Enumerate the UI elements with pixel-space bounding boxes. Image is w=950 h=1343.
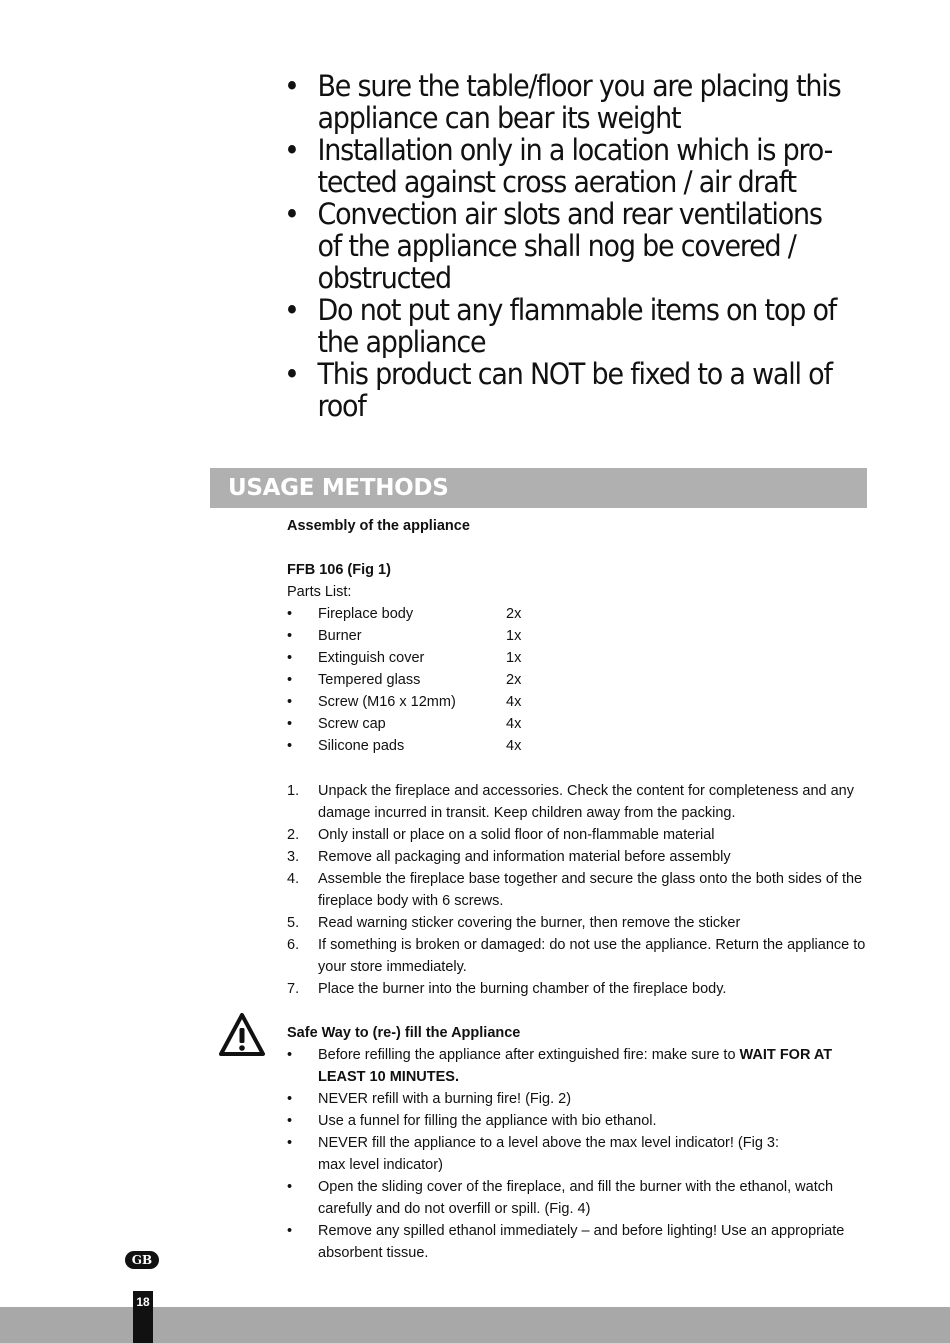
spacer [287, 537, 872, 559]
page-number: 18 [136, 1295, 150, 1309]
part-name: Fireplace body [318, 606, 414, 622]
parts-item [287, 669, 872, 691]
bullet: • [287, 1091, 293, 1107]
refill-item [287, 1220, 872, 1264]
step-item [287, 978, 872, 1000]
part-qty: 1x [506, 628, 522, 644]
bullet: • [287, 650, 293, 666]
bullet: • [287, 1047, 293, 1063]
refill-text: NEVER refill with a burning fire! (Fig. 2) [318, 1091, 572, 1107]
bullet: • [287, 694, 293, 710]
bullet: • [287, 738, 293, 754]
parts-item [287, 691, 872, 713]
step-item [287, 868, 872, 912]
refill-item [287, 1110, 872, 1132]
step-text: Assemble the fireplace base together and secure the glass onto the both sides of the fireplace body with 6 screws. [318, 871, 863, 909]
bullet: • [287, 1113, 293, 1129]
bullet: • [287, 628, 293, 644]
safety-bullet: • Installation only in a location which is pro-tected against cross aeration / air draft [284, 134, 842, 198]
bullet: • [287, 1179, 293, 1195]
step-text: Unpack the fireplace and accessories. Check the content for completeness and any damage incurred in transit. Keep children away from the packing. [318, 783, 854, 821]
parts-list [287, 603, 872, 757]
assembly-section [287, 515, 872, 757]
step-item [287, 780, 872, 824]
safety-bullet: • Be sure the table/floor you are placing this appliance can bear its weight [284, 70, 842, 134]
section-header-bar [210, 468, 867, 508]
part-name: Extinguish cover [318, 650, 425, 666]
step-number: 5. [287, 915, 300, 931]
part-name: Silicone pads [318, 738, 405, 754]
step-text: Only install or place on a solid floor of non-flammable material [318, 827, 715, 843]
part-qty: 4x [506, 738, 522, 754]
part-name: Screw cap [318, 716, 386, 732]
refill-text: Use a funnel for filling the appliance with bio ethanol. [318, 1113, 657, 1129]
part-qty: 1x [506, 650, 522, 666]
bullet: • [287, 1135, 293, 1151]
step-item [287, 846, 872, 868]
refill-text: NEVER fill the appliance to a level above the max level indicator! (Fig 3: max level indicator) [318, 1135, 780, 1173]
refill-text: Remove any spilled ethanol immediately – and before lighting! Use an appropriate absorbent tissue. [318, 1223, 845, 1261]
step-number: 2. [287, 827, 300, 843]
parts-list-label: Parts List: [287, 584, 352, 600]
step-text: If something is broken or damaged: do not use the appliance. Return the appliance to your store immediately. [318, 937, 866, 975]
part-qty: 4x [506, 716, 522, 732]
step-number: 1. [287, 783, 300, 799]
step-number: 3. [287, 849, 300, 865]
step-number: 7. [287, 981, 300, 997]
step-text: Place the burner into the burning chamber of the fireplace body. [318, 981, 727, 997]
refill-emphasis: WAIT FOR AT LEAST 10 MINUTES. [318, 1047, 833, 1085]
part-qty: 2x [506, 606, 522, 622]
refill-text: Before refilling the appliance after extinguished fire: make sure to [318, 1047, 740, 1063]
refill-section [287, 1022, 872, 1264]
language-badge: GB [125, 1251, 159, 1269]
page-tab [133, 1291, 153, 1343]
section-title: USAGE METHODS [228, 475, 449, 501]
bullet: • [287, 606, 293, 622]
step-number: 6. [287, 937, 300, 953]
safety-bullet: • Do not put any flammable items on top of the appliance [284, 294, 842, 358]
refill-text: Open the sliding cover of the fireplace, and fill the burner with the ethanol, watch carefully and do not overfill or spill. (Fig. 4) [318, 1179, 834, 1217]
parts-item [287, 735, 872, 757]
refill-heading: Safe Way to (re-) fill the Appliance [287, 1025, 521, 1041]
step-number: 4. [287, 871, 300, 887]
part-name: Tempered glass [318, 672, 421, 688]
model-heading: FFB 106 (Fig 1) [287, 562, 391, 578]
parts-item [287, 647, 872, 669]
bullet: • [287, 672, 293, 688]
step-item [287, 934, 872, 978]
safety-bullet-list [284, 70, 842, 422]
refill-item [287, 1132, 872, 1176]
part-qty: 2x [506, 672, 522, 688]
refill-item [287, 1176, 872, 1220]
step-text: Remove all packaging and information material before assembly [318, 849, 731, 865]
safety-bullet: • This product can NOT be fixed to a wall of roof [284, 358, 842, 422]
assembly-heading: Assembly of the appliance [287, 518, 470, 534]
part-name: Screw (M16 x 12mm) [318, 694, 456, 710]
parts-item [287, 603, 872, 625]
step-item [287, 824, 872, 846]
warning-triangle-icon [218, 1012, 266, 1058]
step-item [287, 912, 872, 934]
bullet: • [287, 1223, 293, 1239]
part-qty: 4x [506, 694, 522, 710]
safety-bullet: • Convection air slots and rear ventilations of the appliance shall nog be covered / obstructed [284, 198, 842, 294]
parts-item [287, 713, 872, 735]
step-text: Read warning sticker covering the burner, then remove the sticker [318, 915, 741, 931]
refill-item [287, 1044, 872, 1088]
assembly-steps [287, 780, 872, 1000]
part-name: Burner [318, 628, 362, 644]
refill-item [287, 1088, 872, 1110]
parts-item [287, 625, 872, 647]
bullet: • [287, 716, 293, 732]
